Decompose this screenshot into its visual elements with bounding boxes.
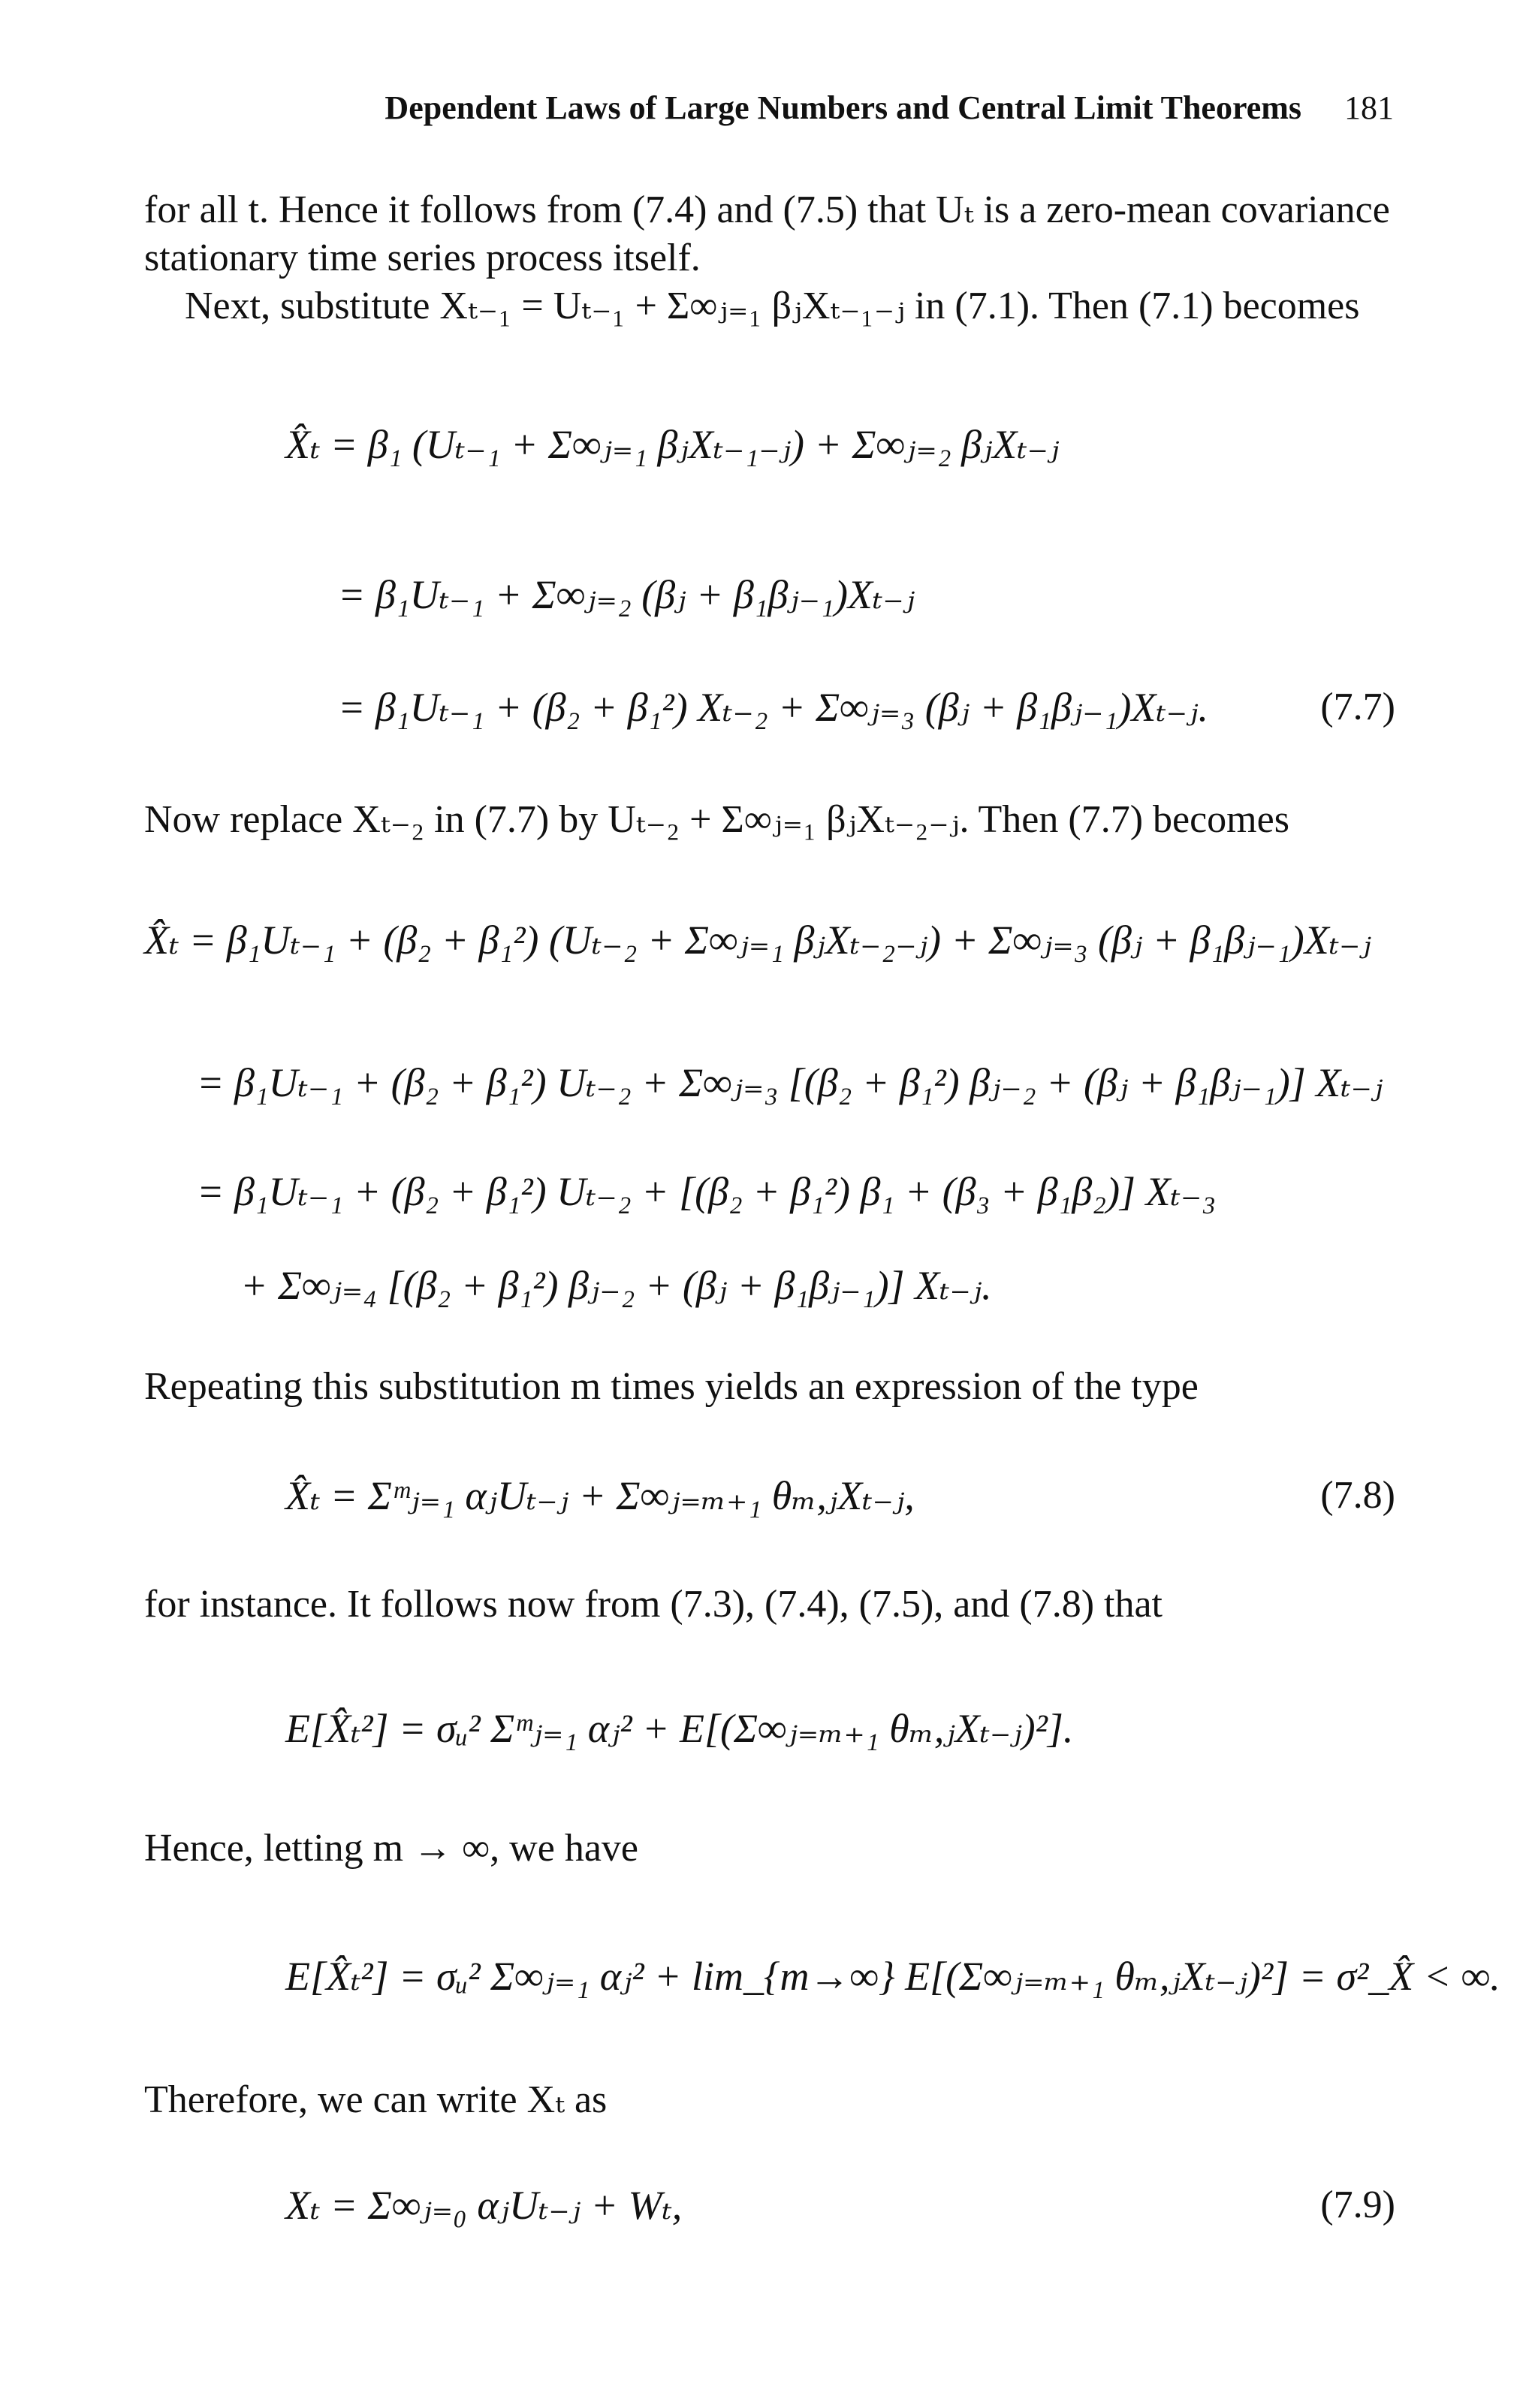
equation-7-9: Xₜ = Σ∞ⱼ₌₀ αⱼUₜ₋ⱼ + Wₜ, <box>285 2183 683 2228</box>
equation-number-7-8: (7.8) <box>1320 1474 1395 1517</box>
paragraph-6: Hence, letting m → ∞, we have <box>144 1827 638 1870</box>
equation-number-7-9: (7.9) <box>1320 2183 1395 2226</box>
equation-number-7-7: (7.7) <box>1320 686 1395 728</box>
equation-substitution-line-1: X̂ₜ = β₁Uₜ₋₁ + (β₂ + β₁²) (Uₜ₋₂ + Σ∞ⱼ₌₁ βⱼXₜ₋₂₋ⱼ) + Σ∞ⱼ₌₃ (βⱼ + β₁βⱼ₋₁)Xₜ₋ⱼ <box>144 918 1371 963</box>
equation-7-8: X̂ₜ = Σᵐⱼ₌₁ αⱼUₜ₋ⱼ + Σ∞ⱼ₌ₘ₊₁ θₘ,ⱼXₜ₋ⱼ, <box>285 1473 915 1518</box>
page-number: 181 <box>1344 89 1394 126</box>
equation-7-6-line-1: X̂ₜ = β₁ (Uₜ₋₁ + Σ∞ⱼ₌₁ βⱼXₜ₋₁₋ⱼ) + Σ∞ⱼ₌₂ βⱼXₜ₋ⱼ <box>285 422 1060 467</box>
equation-substitution-line-3: = β₁Uₜ₋₁ + (β₂ + β₁²) Uₜ₋₂ + [(β₂ + β₁²) β₁ + (β₃ + β₁β₂)] Xₜ₋₃ <box>197 1169 1217 1214</box>
paragraph-3: Now replace Xₜ₋₂ in (7.7) by Uₜ₋₂ + Σ∞ⱼ₌₁ βⱼXₜ₋₂₋ⱼ. Then (7.7) becomes <box>144 798 1289 841</box>
equation-expectation-finite: E[X̂ₜ²] = σᵤ² Σᵐⱼ₌₁ αⱼ² + E[(Σ∞ⱼ₌ₘ₊₁ θₘ,ⱼXₜ₋ⱼ)²]. <box>285 1706 1074 1751</box>
equation-7-7-line-3: = β₁Uₜ₋₁ + (β₂ + β₁²) Xₜ₋₂ + Σ∞ⱼ₌₃ (βⱼ + β₁βⱼ₋₁)Xₜ₋ⱼ. <box>338 685 1208 730</box>
running-header <box>290 89 1394 127</box>
equation-substitution-line-4: + Σ∞ⱼ₌₄ [(β₂ + β₁²) βⱼ₋₂ + (βⱼ + β₁βⱼ₋₁)] Xₜ₋ⱼ. <box>240 1263 992 1308</box>
paragraph-4: Repeating this substitution m times yields an expression of the type <box>144 1365 1199 1408</box>
paragraph-5: for instance. It follows now from (7.3), (7.4), (7.5), and (7.8) that <box>144 1583 1163 1626</box>
paragraph-1: for all t. Hence it follows from (7.4) and (7.5) that Uₜ is a zero-mean covariance stationary time series process itself. <box>144 188 1390 279</box>
paragraph-2: Next, substitute Xₜ₋₁ = Uₜ₋₁ + Σ∞ⱼ₌₁ βⱼXₜ₋₁₋ⱼ in (7.1). Then (7.1) becomes <box>185 285 1360 327</box>
equation-substitution-line-2: = β₁Uₜ₋₁ + (β₂ + β₁²) Uₜ₋₂ + Σ∞ⱼ₌₃ [(β₂ + β₁²) βⱼ₋₂ + (βⱼ + β₁βⱼ₋₁)] Xₜ₋ⱼ <box>197 1060 1383 1105</box>
running-title: Dependent Laws of Large Numbers and Central Limit Theorems <box>384 89 1301 126</box>
paragraph-7: Therefore, we can write Xₜ as <box>144 2078 608 2121</box>
equation-7-6-line-2: = β₁Uₜ₋₁ + Σ∞ⱼ₌₂ (βⱼ + β₁βⱼ₋₁)Xₜ₋ⱼ <box>338 572 915 617</box>
equation-expectation-limit: E[X̂ₜ²] = σᵤ² Σ∞ⱼ₌₁ αⱼ² + lim_{m→∞} E[(Σ∞ⱼ₌ₘ₊₁ θₘ,ⱼXₜ₋ⱼ)²] = σ²_X̂ < ∞. <box>285 1954 1500 1999</box>
